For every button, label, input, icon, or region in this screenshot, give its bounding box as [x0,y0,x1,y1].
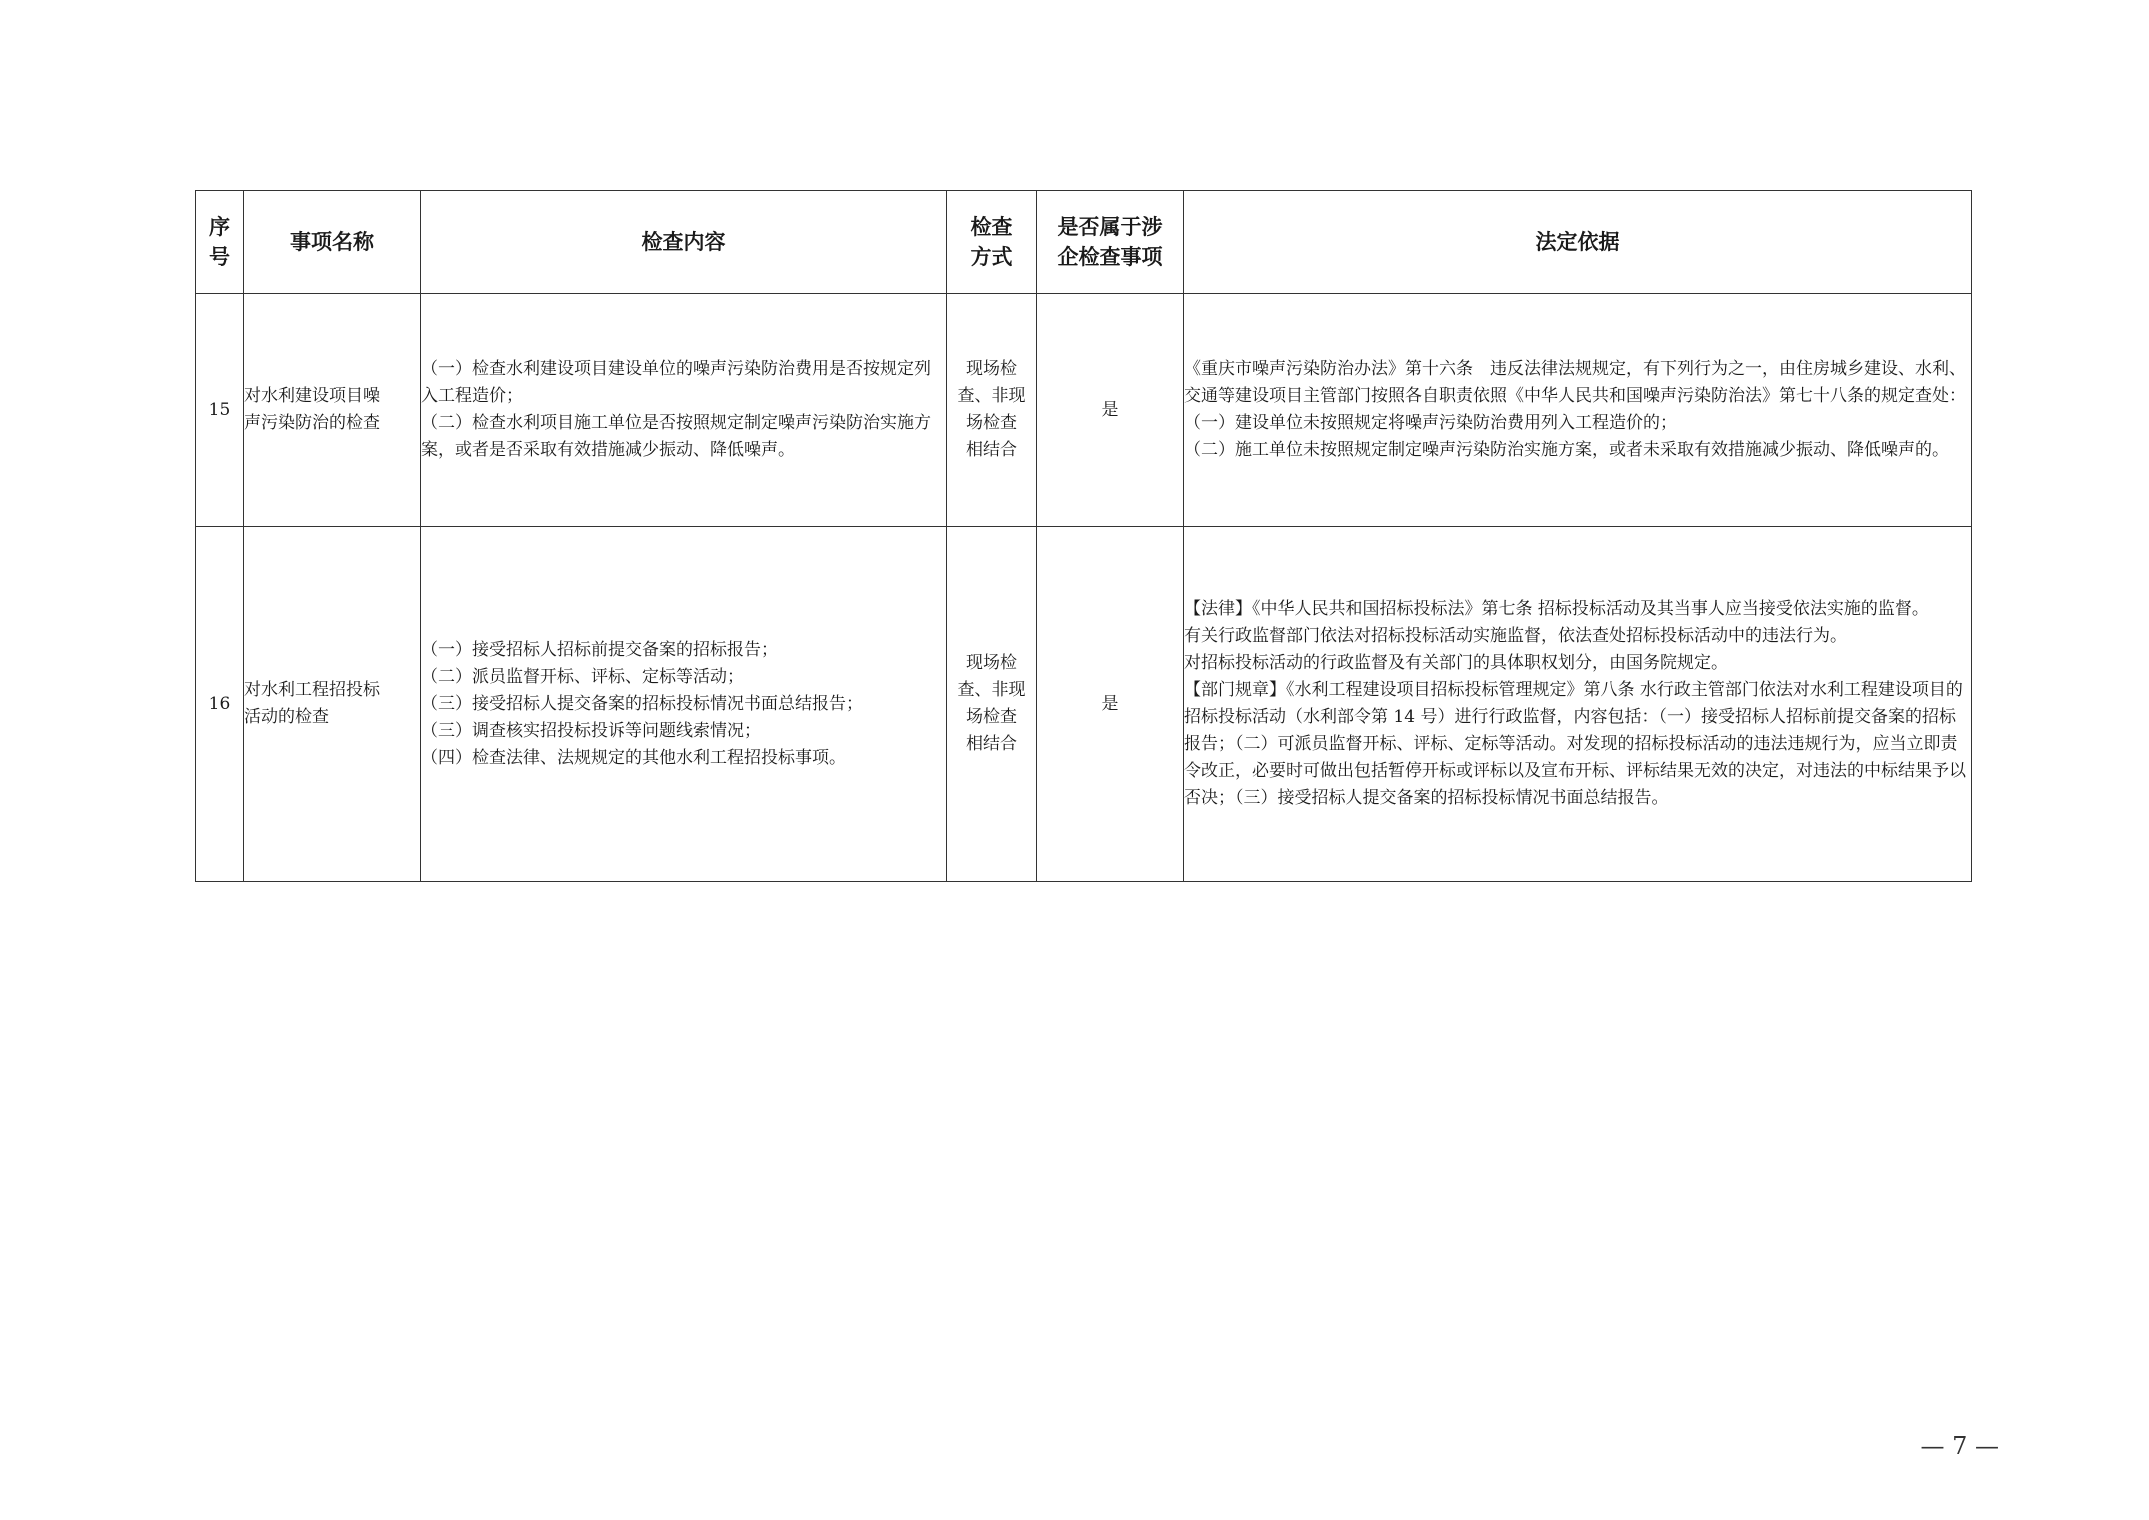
inspection-table [195,190,1972,882]
row-method: 现场检 查、非现 场检查 相结合 [947,527,1037,882]
row-enterprise: 是 [1037,527,1184,882]
row-seq: 16 [196,527,244,882]
table-row [196,527,1972,882]
row-basis: 《重庆市噪声污染防治办法》第十六条 违反法律法规规定，有下列行为之一，由住房城乡建设、水利、交通等建设项目主管部门按照各自职责依照《中华人民共和国噪声污染防治法》第七十八条的规定查处： （一）建设单位未按照规定将噪声污染防治费用列入工程造价的； （二）施工单位未按照规定制定噪声污染防治实施方案，或者未采取有效措施减少振动、降低噪声的。 [1184,294,1972,527]
table-row [196,294,1972,527]
page-number: — 7 — [1920,1432,1999,1460]
row-seq: 15 [196,294,244,527]
row-enterprise: 是 [1037,294,1184,527]
header-method: 检查 方式 [947,191,1037,294]
row-name: 对水利工程招投标 活动的检查 [244,527,421,882]
row-content: （一）接受招标人招标前提交备案的招标报告； （二）派员监督开标、评标、定标等活动； （三）接受招标人提交备案的招标投标情况书面总结报告； （三）调查核实招投标投诉等问题线索情况； （四）检查法律、法规规定的其他水利工程招投标事项。 [421,527,947,882]
header-row [196,191,1972,294]
row-basis: 【法律】《中华人民共和国招标投标法》第七条 招标投标活动及其当事人应当接受依法实施的监督。 有关行政监督部门依法对招标投标活动实施监督，依法查处招标投标活动中的违法行为。 对招标投标活动的行政监督及有关部门的具体职权划分，由国务院规定。 【部门规章】《水利工程建设项目招标投标管理规定》第八条 水行政主管部门依法对水利工程建设项目的招标投标活动（水利部令第 14 号）进行行政监督，内容包括：（一）接受招标人招标前提交备案的招标报告；（二）可派员监督开标、评标、定标等活动。对发现的招标投标活动的违法违规行为，应当立即责令改正，必要时可做出包括暂停开标或评标以及宣布开标、评标结果无效的决定，对违法的中标结果予以否决；（三）接受招标人提交备案的招标投标情况书面总结报告。 [1184,527,1972,882]
header-content: 检查内容 [421,191,947,294]
header-seq: 序 号 [196,191,244,294]
row-name: 对水利建设项目噪 声污染防治的检查 [244,294,421,527]
header-enterprise: 是否属于涉 企检查事项 [1037,191,1184,294]
row-method: 现场检 查、非现 场检查 相结合 [947,294,1037,527]
header-basis: 法定依据 [1184,191,1972,294]
row-content: （一）检查水利建设项目建设单位的噪声污染防治费用是否按规定列入工程造价； （二）检查水利项目施工单位是否按照规定制定噪声污染防治实施方案，或者是否采取有效措施减少振动、降低噪声。 [421,294,947,527]
header-name: 事项名称 [244,191,421,294]
